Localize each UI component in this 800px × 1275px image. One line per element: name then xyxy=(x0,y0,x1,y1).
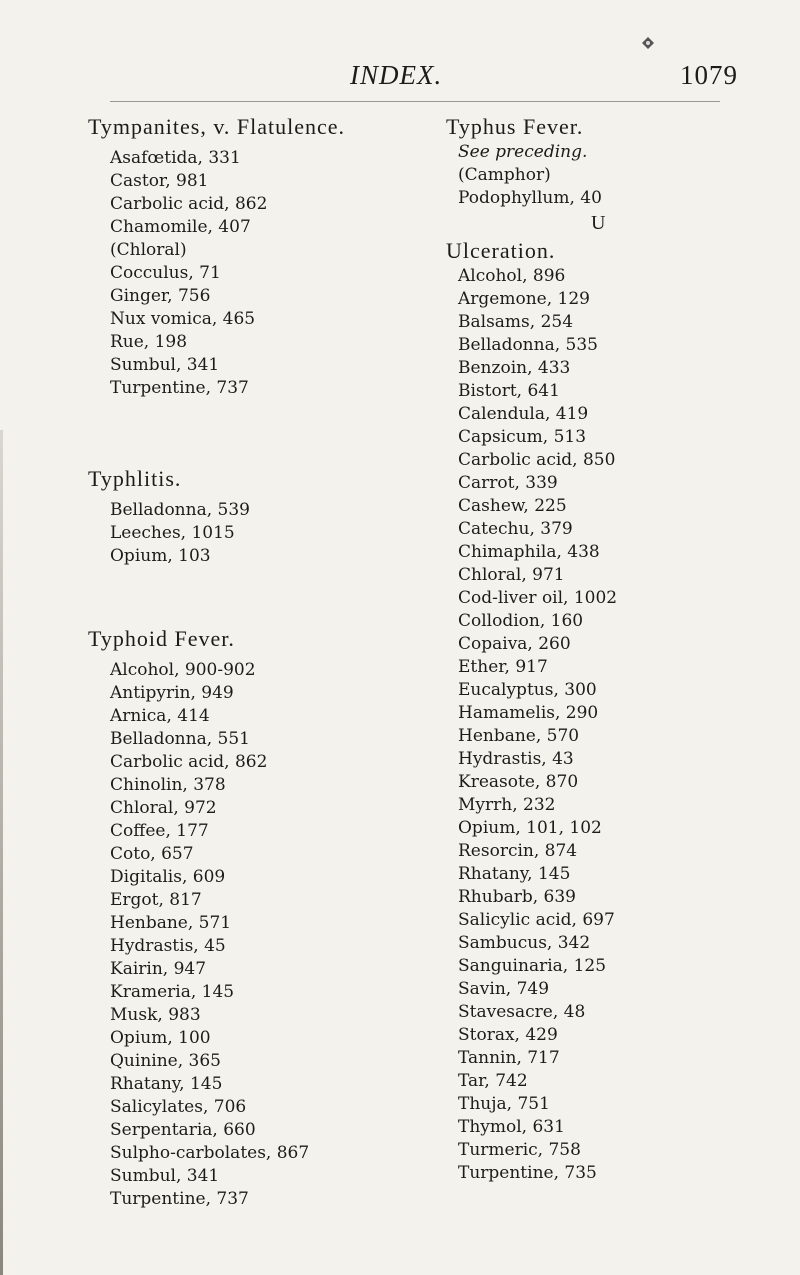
index-entry: Opium, 101, 102 xyxy=(458,818,602,838)
index-entry: Tannin, 717 xyxy=(458,1048,560,1068)
page-header xyxy=(0,58,800,98)
index-entry: Turpentine, 737 xyxy=(110,378,249,398)
typhlitis-entries xyxy=(88,499,408,568)
index-entry: Alcohol, 896 xyxy=(458,266,566,286)
index-entry: Benzoin, 433 xyxy=(458,358,571,378)
index-entry: Nux vomica, 465 xyxy=(110,309,256,329)
index-entry: Carbolic acid, 862 xyxy=(110,194,268,214)
index-entry: Leeches, 1015 xyxy=(110,523,235,543)
index-entry: Ether, 917 xyxy=(458,657,548,677)
index-entry: (Camphor) xyxy=(458,165,551,185)
index-entry: Eucalyptus, 300 xyxy=(458,680,597,700)
index-entry: Bistort, 641 xyxy=(458,381,560,401)
index-entry: Antipyrin, 949 xyxy=(110,683,234,703)
index-entry: Belladonna, 535 xyxy=(458,335,598,355)
typhoid-entries xyxy=(88,659,408,1211)
index-entry: Cocculus, 71 xyxy=(110,263,221,283)
section-heading-typhlitis: Typhlitis. xyxy=(88,466,182,491)
index-entry: Podophyllum, 40 xyxy=(458,188,602,208)
index-entry: Turpentine, 737 xyxy=(110,1189,249,1209)
index-entry: Sumbul, 341 xyxy=(110,1166,220,1186)
see-reference: See preceding. xyxy=(458,142,588,162)
printer-ornament-icon xyxy=(640,36,656,50)
section-heading-ulceration: Ulceration. xyxy=(446,238,556,263)
index-entry: Myrrh, 232 xyxy=(458,795,556,815)
index-entry: Resorcin, 874 xyxy=(458,841,578,861)
index-entry: Salicylates, 706 xyxy=(110,1097,247,1117)
index-entry: Serpentaria, 660 xyxy=(110,1120,256,1140)
index-entry: Asafœtida, 331 xyxy=(110,148,241,168)
index-entry: Opium, 100 xyxy=(110,1028,211,1048)
index-entry: Krameria, 145 xyxy=(110,982,235,1002)
tympanites-entries xyxy=(88,147,408,400)
index-entry: Coto, 657 xyxy=(110,844,194,864)
section-heading-tympanites: Tympanites, v. Flatulence. xyxy=(88,114,346,139)
section-heading-typhoid-fever: Typhoid Fever. xyxy=(88,626,235,651)
index-entry: Ginger, 756 xyxy=(110,286,211,306)
header-rule xyxy=(110,101,720,102)
ulceration-entries xyxy=(446,265,766,1185)
index-entry: Chloral, 972 xyxy=(110,798,217,818)
index-entry: Musk, 983 xyxy=(110,1005,201,1025)
index-entry: Hydrastis, 45 xyxy=(110,936,226,956)
index-entry: Capsicum, 513 xyxy=(458,427,587,447)
page-spine-shadow xyxy=(0,430,3,1275)
index-entry: Turpentine, 735 xyxy=(458,1163,597,1183)
index-entry: Henbane, 571 xyxy=(110,913,232,933)
index-entry: Carrot, 339 xyxy=(458,473,558,493)
page-number: 1079 xyxy=(680,60,738,90)
index-entry: Hamamelis, 290 xyxy=(458,703,599,723)
running-title: INDEX. xyxy=(350,60,443,90)
index-entry: Digitalis, 609 xyxy=(110,867,226,887)
typhus-entries xyxy=(446,164,766,210)
index-entry: Alcohol, 900-902 xyxy=(110,660,256,680)
right-column xyxy=(446,112,766,1185)
index-entry: Castor, 981 xyxy=(110,171,209,191)
index-entry: Rue, 198 xyxy=(110,332,188,352)
index-entry: Salicylic acid, 697 xyxy=(458,910,615,930)
index-entry: Thymol, 631 xyxy=(458,1117,565,1137)
index-entry: Thuja, 751 xyxy=(458,1094,550,1114)
left-column xyxy=(88,112,408,1211)
index-entry: Cod-liver oil, 1002 xyxy=(458,588,618,608)
index-entry: Kreasote, 870 xyxy=(458,772,579,792)
index-entry: Storax, 429 xyxy=(458,1025,558,1045)
index-entry: Cashew, 225 xyxy=(458,496,567,516)
index-entry: Balsams, 254 xyxy=(458,312,574,332)
index-entry: Stavesacre, 48 xyxy=(458,1002,586,1022)
index-entry: Ergot, 817 xyxy=(110,890,202,910)
index-entry: Kairin, 947 xyxy=(110,959,207,979)
index-entry: Opium, 103 xyxy=(110,546,211,566)
index-entry: Henbane, 570 xyxy=(458,726,580,746)
index-entry: Quinine, 365 xyxy=(110,1051,221,1071)
index-entry: Calendula, 419 xyxy=(458,404,589,424)
index-entry: Collodion, 160 xyxy=(458,611,584,631)
index-entry: Rhatany, 145 xyxy=(110,1074,223,1094)
index-entry: Coffee, 177 xyxy=(110,821,209,841)
index-entry: Chloral, 971 xyxy=(458,565,565,585)
section-letter: U xyxy=(591,212,606,234)
index-entry: Sulpho-carbolates, 867 xyxy=(110,1143,310,1163)
index-entry: Sumbul, 341 xyxy=(110,355,220,375)
index-entry: Savin, 749 xyxy=(458,979,550,999)
index-entry: Hydrastis, 43 xyxy=(458,749,574,769)
index-entry: Arnica, 414 xyxy=(110,706,210,726)
index-entry: Chamomile, 407 xyxy=(110,217,251,237)
index-entry: Rhatany, 145 xyxy=(458,864,571,884)
section-heading-typhus-fever: Typhus Fever. xyxy=(446,114,584,139)
index-entry: Sambucus, 342 xyxy=(458,933,591,953)
index-entry: Chinolin, 378 xyxy=(110,775,226,795)
index-entry: Carbolic acid, 850 xyxy=(458,450,616,470)
index-entry: (Chloral) xyxy=(110,240,187,260)
index-entry: Sanguinaria, 125 xyxy=(458,956,607,976)
index-entry: Rhubarb, 639 xyxy=(458,887,576,907)
index-entry: Belladonna, 551 xyxy=(110,729,250,749)
index-entry: Belladonna, 539 xyxy=(110,500,250,520)
index-entry: Tar, 742 xyxy=(458,1071,528,1091)
index-entry: Carbolic acid, 862 xyxy=(110,752,268,772)
index-entry: Argemone, 129 xyxy=(458,289,590,309)
index-entry: Chimaphila, 438 xyxy=(458,542,600,562)
index-entry: Copaiva, 260 xyxy=(458,634,571,654)
index-entry: Turmeric, 758 xyxy=(458,1140,581,1160)
index-entry: Catechu, 379 xyxy=(458,519,573,539)
